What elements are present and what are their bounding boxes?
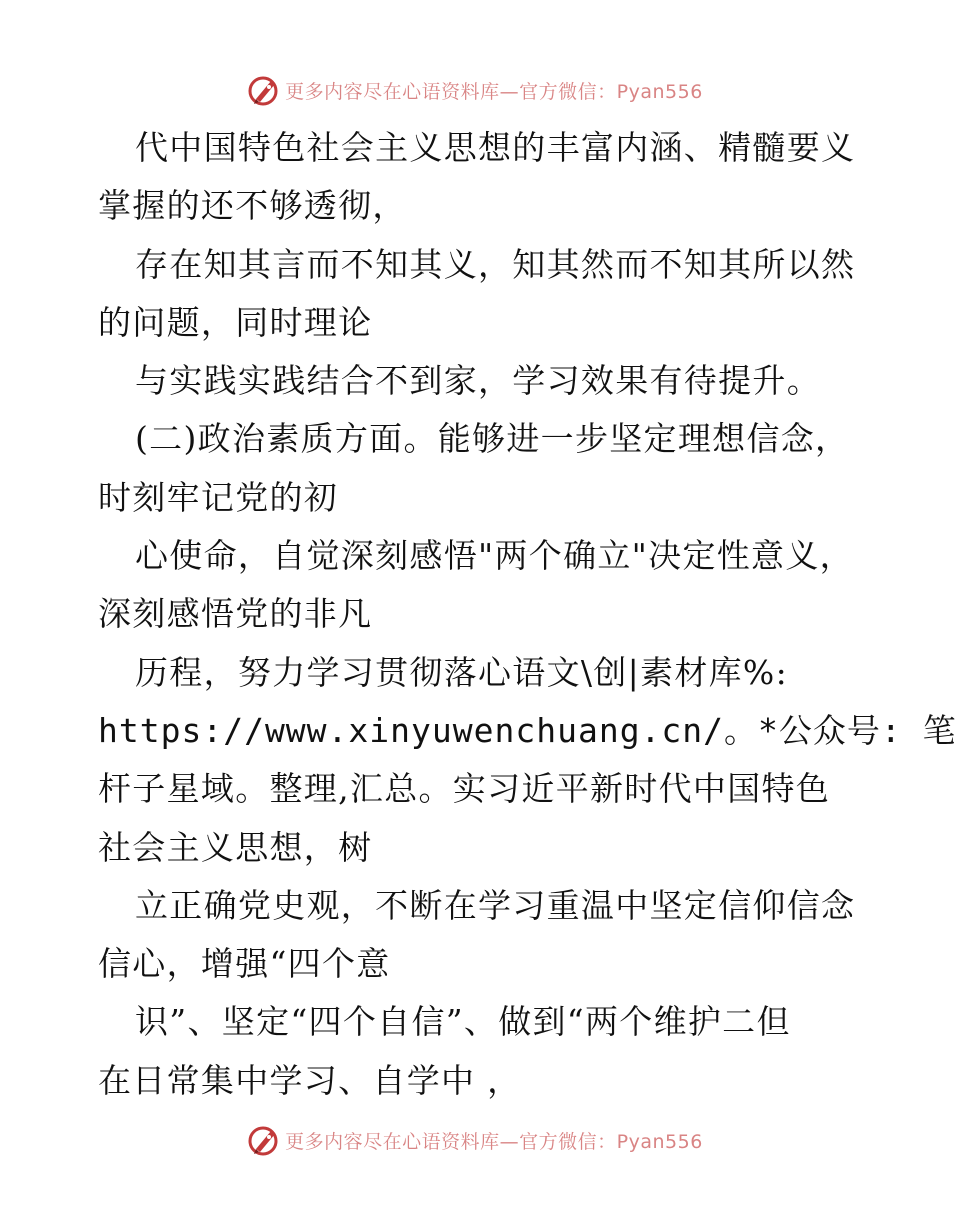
watermark-text: 更多内容尽在心语资料库—官方微信：Pyan556: [285, 80, 703, 103]
text-line: 掌握的还不够透彻，: [98, 186, 407, 226]
watermark-text: 更多内容尽在心语资料库—官方微信：Pyan556: [285, 1130, 703, 1153]
pen-circle-logo-icon: [247, 1123, 281, 1157]
header-watermark: [0, 70, 950, 110]
text-line: 在日常集中学习、自学中 ，: [98, 1060, 522, 1100]
text-line: 社会主义思想，树: [98, 827, 373, 867]
text-line: 心使命，自觉深刻感悟"两个确立"决定性意义，: [135, 536, 854, 576]
text-line: https://www.xinyuwenchuang.cn/。*公众号: 笔: [98, 710, 957, 750]
text-line: (二)政治素质方面。能够进一步坚定理想信念，: [135, 419, 850, 459]
text-line: 识”、坚定“四个自信”、做到“两个维护二但: [135, 1002, 791, 1042]
text-line: 存在知其言而不知其义，知其然而不知其所以然: [135, 244, 856, 284]
text-line: 的问题，同时理论: [98, 302, 373, 342]
footer-watermark: [0, 1120, 950, 1160]
text-line: 杆子星域。整理,汇总。实习近平新时代中国特色: [98, 769, 831, 809]
text-line: 立正确党史观，不断在学习重温中坚定信仰信念: [135, 885, 856, 925]
document-body: [98, 119, 957, 1110]
text-line: 与实践实践结合不到家，学习效果有待提升。: [135, 361, 821, 401]
text-line: 时刻牢记党的初: [98, 477, 339, 517]
text-line: 信心，增强“四个意: [98, 944, 391, 984]
text-line: 历程，努力学习贯彻落心语文\创|素材库%:: [135, 652, 789, 692]
text-line: 代中国特色社会主义思想的丰富内涵、精髓要义: [135, 128, 856, 167]
pen-circle-logo-icon: [247, 73, 281, 107]
text-line: 深刻感悟党的非凡: [98, 594, 373, 634]
